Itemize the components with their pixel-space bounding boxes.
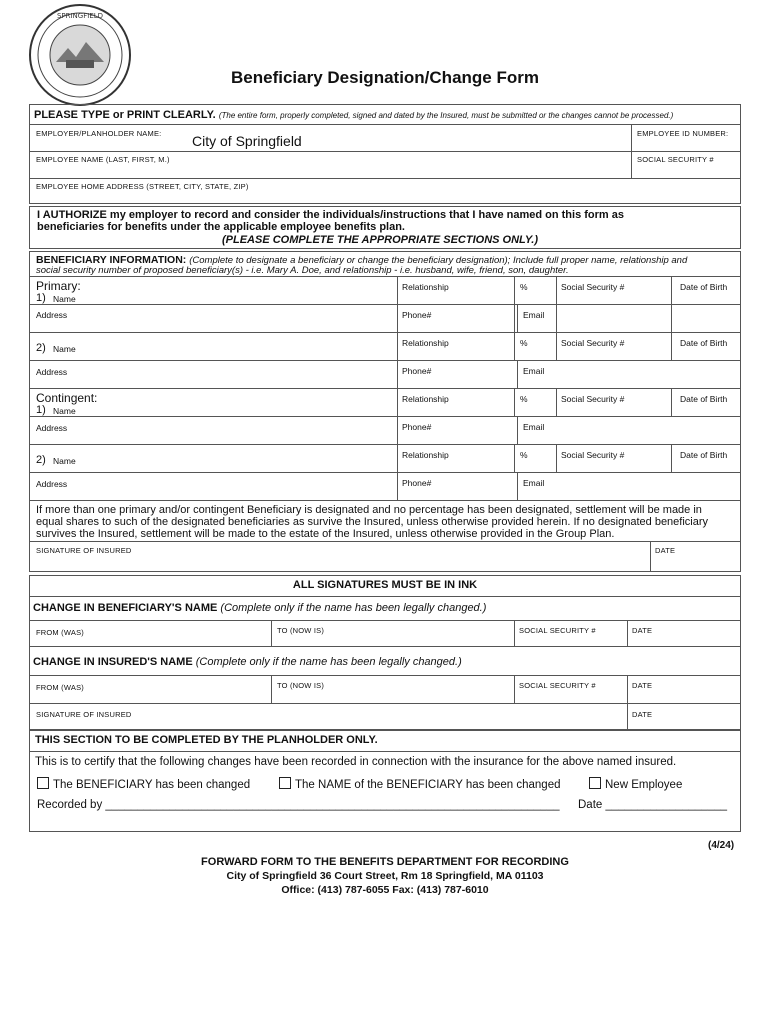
contingent-2-phone-label[interactable]: Phone# <box>402 478 432 488</box>
footer-line2: City of Springfield 36 Court Street, Rm 18 Springfield, MA 01103 <box>226 870 544 882</box>
primary-2-number: 2) <box>36 342 46 354</box>
authorize-line3: (PLEASE COMPLETE THE APPROPRIATE SECTIONS ONLY.) <box>222 234 538 246</box>
checkbox-name-changed[interactable] <box>279 777 291 789</box>
contingent-1-dob-label[interactable]: Date of Birth <box>680 394 728 404</box>
change-insured-ssn-label[interactable]: SOCIAL SECURITY # <box>519 681 596 690</box>
planholder-certify: This is to certify that the following changes have been recorded in connection with the insurance for the above named insured. <box>35 756 677 768</box>
primary-1-phone-label[interactable]: Phone# <box>402 310 432 320</box>
employee-id-label: EMPLOYEE ID NUMBER: <box>637 129 729 138</box>
contingent-2-ssn-label[interactable]: Social Security # <box>561 450 625 460</box>
footer-line1: FORWARD FORM TO THE BENEFITS DEPARTMENT FOR RECORDING <box>201 856 569 868</box>
contingent-1-percent-label[interactable]: % <box>520 394 528 404</box>
revision-code: (4/24) <box>708 840 735 851</box>
signature-label[interactable]: SIGNATURE OF INSURED <box>36 546 132 555</box>
contingent-2-number: 2) <box>36 454 46 466</box>
planholder-heading: THIS SECTION TO BE COMPLETED BY THE PLANHOLDER ONLY. <box>35 734 378 746</box>
change-beneficiary-heading-line <box>33 602 486 614</box>
option-new-employee-label: New Employee <box>605 779 683 791</box>
contingent-2-dob-label[interactable]: Date of Birth <box>680 450 728 460</box>
svg-text:SPRINGFIELD: SPRINGFIELD <box>56 12 104 20</box>
employee-address-label: EMPLOYEE HOME ADDRESS (STREET, CITY, STATE, ZIP) <box>36 182 249 191</box>
contingent-1-number: 1) <box>36 404 46 416</box>
change-section <box>29 575 741 730</box>
contingent-label: Contingent: <box>36 391 98 405</box>
beneficiary-note2: social security number of proposed beneficiary(s) - i.e. Mary A. Doe, and relationship - i.e. husband, wife, friend, son, daughter. <box>36 265 569 276</box>
primary-1-dob-label[interactable]: Date of Birth <box>680 282 728 292</box>
instructions-heading: PLEASE TYPE or PRINT CLEARLY. <box>34 109 216 121</box>
authorize-line2: beneficiaries for benefits under the applicable employee benefits plan. <box>37 221 405 233</box>
contingent-2-name-label[interactable]: Name <box>53 456 76 466</box>
beneficiary-heading: BENEFICIARY INFORMATION: <box>36 254 187 266</box>
authorize-line1: I AUTHORIZE my employer to record and consider the individuals/instructions that I have named on this form as <box>37 209 624 221</box>
settlement-line1: If more than one primary and/or contingent Beneficiary is designated and no percentage has been designated, settlement will be made in <box>36 504 702 516</box>
contingent-2-email-label[interactable]: Email <box>523 478 545 488</box>
option-beneficiary-changed[interactable] <box>37 777 250 791</box>
contingent-2-address-label[interactable]: Address <box>36 479 68 489</box>
checkbox-new-employee[interactable] <box>589 777 601 789</box>
contingent-1-name-label[interactable]: Name <box>53 406 76 416</box>
change-insured-to-label[interactable]: TO (NOW IS) <box>277 681 325 690</box>
change-beneficiary-from-label[interactable]: FROM (WAS) <box>36 628 84 637</box>
contingent-2-relationship-label[interactable]: Relationship <box>402 450 449 460</box>
change-insured-signature-date-label[interactable]: DATE <box>632 710 653 719</box>
contingent-1-address-label[interactable]: Address <box>36 423 68 433</box>
primary-2-phone-label[interactable]: Phone# <box>402 366 432 376</box>
settlement-line3: survives the Insured, settlement will be made to the estate of the Insured, unless otherwise provided in the Group Plan. <box>36 528 615 540</box>
settlement-line2: equal shares to such of the designated beneficiaries as survive the Insured, unless otherwise provided herein. If no designated beneficiary <box>36 516 709 528</box>
change-insured-heading: CHANGE IN INSURED'S NAME <box>33 656 193 668</box>
contingent-2-percent-label[interactable]: % <box>520 450 528 460</box>
change-insured-from-label[interactable]: FROM (WAS) <box>36 683 84 692</box>
primary-2-address-label[interactable]: Address <box>36 367 68 377</box>
primary-1-ssn-label[interactable]: Social Security # <box>561 282 625 292</box>
option-new-employee[interactable] <box>589 777 682 791</box>
primary-1-address-label[interactable]: Address <box>36 310 68 320</box>
primary-1-email-label[interactable]: Email <box>523 310 545 320</box>
ink-notice: ALL SIGNATURES MUST BE IN INK <box>292 579 478 591</box>
change-beneficiary-ssn-label[interactable]: SOCIAL SECURITY # <box>519 626 596 635</box>
change-beneficiary-note: (Complete only if the name has been legally changed.) <box>220 602 487 614</box>
contingent-1-relationship-label[interactable]: Relationship <box>402 394 449 404</box>
footer-line3: Office: (413) 787-6055 Fax: (413) 787-6010 <box>281 884 489 896</box>
primary-1-number: 1) <box>36 292 46 304</box>
option-name-changed[interactable] <box>279 777 561 791</box>
option-name-changed-label: The NAME of the BENEFICIARY has been changed <box>295 779 561 791</box>
change-insured-signature-label[interactable]: SIGNATURE OF INSURED <box>36 710 132 719</box>
primary-2-ssn-label[interactable]: Social Security # <box>561 338 625 348</box>
beneficiary-note1: (Complete to designate a beneficiary or change the beneficiary designation); Include full proper name, relationship and <box>189 255 688 266</box>
change-insured-heading-line <box>33 656 462 668</box>
option-beneficiary-changed-label: The BENEFICIARY has been changed <box>53 779 251 791</box>
checkbox-beneficiary-changed[interactable] <box>37 777 49 789</box>
primary-2-relationship-label[interactable]: Relationship <box>402 338 449 348</box>
primary-2-dob-label[interactable]: Date of Birth <box>680 338 728 348</box>
primary-2-email-label[interactable]: Email <box>523 366 545 376</box>
primary-2-percent-label[interactable]: % <box>520 338 528 348</box>
change-insured-date-label[interactable]: DATE <box>632 681 653 690</box>
employee-name-label: EMPLOYEE NAME (LAST, FIRST, M.) <box>36 155 170 164</box>
planholder-date-field[interactable]: Date ___________________ <box>578 799 728 811</box>
recorded-by-field[interactable]: Recorded by _______________________________________________________________________ <box>37 799 560 811</box>
change-beneficiary-to-label[interactable]: TO (NOW IS) <box>277 626 325 635</box>
change-beneficiary-date-label[interactable]: DATE <box>632 626 653 635</box>
signature-date-label[interactable]: DATE <box>655 546 676 555</box>
employer-label: EMPLOYER/PLANHOLDER NAME: <box>36 129 162 138</box>
city-seal-logo <box>26 2 134 108</box>
contingent-1-email-label[interactable]: Email <box>523 422 545 432</box>
change-insured-note: (Complete only if the name has been legally changed.) <box>195 656 462 668</box>
contingent-1-ssn-label[interactable]: Social Security # <box>561 394 625 404</box>
primary-1-relationship-label[interactable]: Relationship <box>402 282 449 292</box>
employer-value[interactable]: City of Springfield <box>192 133 302 149</box>
instructions <box>34 109 673 121</box>
contingent-1-phone-label[interactable]: Phone# <box>402 422 432 432</box>
form-title: Beneficiary Designation/Change Form <box>231 68 539 87</box>
change-beneficiary-heading: CHANGE IN BENEFICIARY'S NAME <box>33 602 218 614</box>
primary-label: Primary: <box>36 279 81 293</box>
primary-1-percent-label[interactable]: % <box>520 282 528 292</box>
employee-ssn-label: SOCIAL SECURITY # <box>637 155 714 164</box>
primary-1-name-label[interactable]: Name <box>53 294 76 304</box>
primary-2-name-label[interactable]: Name <box>53 344 76 354</box>
instructions-note: (The entire form, properly completed, signed and dated by the Insured, must be submitted or the changes cannot be processed.) <box>218 111 674 120</box>
